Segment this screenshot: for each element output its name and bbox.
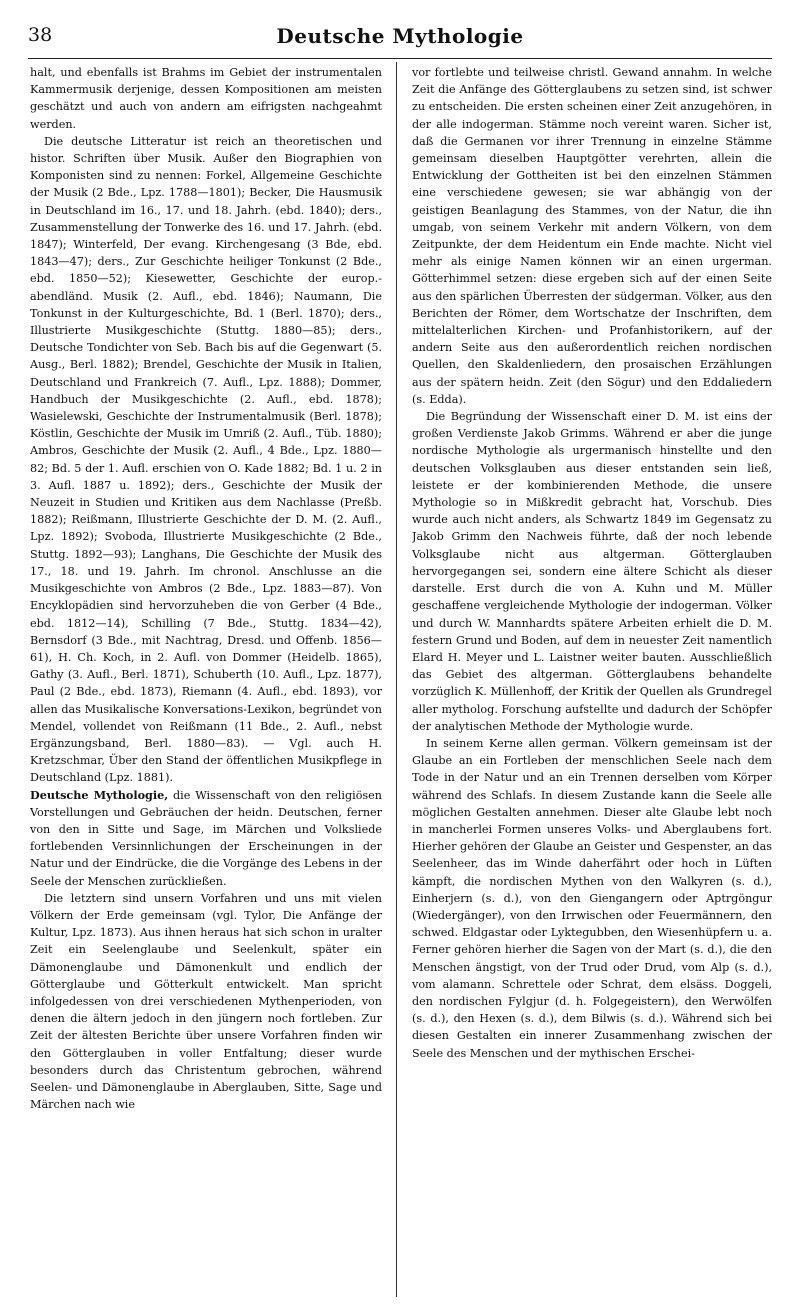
left-column [30,64,382,1294]
entry-paragraph [30,787,382,890]
column-divider [396,62,397,1297]
right-column [412,64,772,1294]
running-title: Deutsche Mythologie [276,24,524,48]
entry-text: die Wissenschaft von den religiösen Vorstellungen und Gebräuchen der heidn. Deutschen, ferner von den in Sitte und Sage, im Märchen und Volksliede fortlebenden Versinnlichungen der Erscheinungen in der Natur und der Eindrücke, die die Vorgänge des Lebens in der Seele der Menschen zurückließen. [30,788,382,888]
entry-headword: Deutsche Mythologie, [30,787,169,802]
page-header [28,24,772,52]
page-number: 38 [28,24,53,46]
paragraph: Die letztern sind unsern Vorfahren und uns mit vielen Völkern der Erde gemeinsam (vgl. Tylor, Die Anfänge der Kultur, Lpz. 1873). Aus ihnen heraus hat sich schon in uralter Zeit ein Seelenglaube und Seelenkult, später ein Dämonenglaube und Dämonenkult und endlich der Götterglaube und Götterkult entwickelt. Man spricht infolgedessen von drei verschiedenen Mythenperioden, von denen die ältern jedoch in den jüngern noch fortleben. Zur Zeit der ältesten Berichte über unsere Vorfahren finden wir den Götterglauben in voller Entfaltung; dieser wurde besonders durch das Christentum gebrochen, während Seelen- und Dämonenglaube in Aberglauben, Sitte, Sage und Märchen nach wie [30,891,382,1112]
paragraph: Die deutsche Litteratur ist reich an theoretischen und histor. Schriften über Musik. Außer den Biographien von Komponisten sind zu nennen: Forkel, Allgemeine Geschichte der Musik (2 Bde., Lpz. 1788—1801); Becker, Die Hausmusik in Deutschland im 16., 17. und 18. Jahrh. (ebd. 1840); ders., Zusammenstellung der Tonwerke des 16. und 17. Jahrh. (ebd. 1847); Winterfeld, Der evang. Kirchengesang (3 Bde, ebd. 1843—47); ders., Zur Geschichte heiliger Tonkunst (2 Bde., ebd. 1850—52); Kiesewetter, Geschichte der europ.-abendländ. Musik (2. Aufl., ebd. 1846); Naumann, Die Tonkunst in der Kulturgeschichte, Bd. 1 (Berl. 1870); ders., Illustrierte Musikgeschichte (Stuttg. 1880—85); ders., Deutsche Tondichter von Seb. Bach bis auf die Gegenwart (5. Ausg., Berl. 1882); Brendel, Geschichte der Musik in Italien, Deutschland und Frankreich (7. Aufl., Lpz. 1888); Dommer, Handbuch der Musikgeschichte (2. Aufl., ebd. 1878); Wasielewski, Geschichte der Instrumentalmusik (Berl. 1878); Köstlin, Geschichte der Musik im Umriß (2. Aufl., Tüb. 1880); Ambros, Geschichte der Musik (2. Aufl., 4 Bde., Lpz. 1880—82; Bd. 5 der 1. Aufl. erschien von O. Kade 1882; Bd. 1 u. 2 in 3. Aufl. 1887 u. 1892); ders., Geschichte der Musik der Neuzeit in Studien und Kritiken aus dem Nachlasse (Preßb. 1882); Reißmann, Illustrierte Geschichte der D. M. (2. Aufl., Lpz. 1892); Svoboda, Illustrierte Musikgeschichte (2 Bde., Stuttg. 1892—93); Langhans, Die Geschichte der Musik des 17., 18. und 19. Jahrh. Im chronol. Anschlusse an die Musikgeschichte von Ambros (2 Bde., Lpz. 1883—87). Von Encyklopädien sind hervorzuheben die von Gerber (4 Bde., ebd. 1812—14), Schilling (7 Bde., Stuttg. 1834—42), Bernsdorf (3 Bde., mit Nachtrag, Dresd. und Offenb. 1856—61), H. Ch. Koch, in 2. Aufl. von Dommer (Heidelb. 1865), Gathy (3. Aufl., Berl. 1871), Schuberth (10. Aufl., Lpz. 1877), Paul (2 Bde., ebd. 1873), Riemann (4. Aufl., ebd. 1893), vor allen das Musikalische Konversations-Lexikon, begründet von Mendel, vollendet von Reißmann (11 Bde., 2. Aufl., nebst Ergänzungsband, Berl. 1880—83). — Vgl. auch H. Kretzschmar, Über den Stand der öffentlichen Musikpflege in Deutschland (Lpz. 1881). [30,134,382,785]
paragraph: halt, und ebenfalls ist Brahms im Gebiet der instrumentalen Kammermusik derjenige, dessen Kompositionen am meisten geschätzt und auch von andern am eifrigsten nachgeahmt werden. [30,66,382,131]
paragraph: vor fortlebte und teilweise christl. Gewand annahm. In welche Zeit die Anfänge des Götterglaubens zu setzen sind, ist schwer zu entscheiden. Die ersten scheinen einer Zeit anzugehören, in der alle indogerman. Stämme noch vereint waren. Sicher ist, daß die Germanen vor ihrer Trennung in einzelne Stämme gemeinsam dieselben Hauptgötter verehrten, allein die Entwicklung der Gottheiten ist bei den einzelnen Stämmen eine verschiedene gewesen; sie war abhängig von der geistigen Beanlagung des Stammes, von der Natur, die ihn umgab, von seinem Verkehr mit andern Völkern, von dem Zeitpunkte, der dem Heidentum ein Ende machte. Nicht viel mehr als einige Namen können wir an einen urgerman. Götterhimmel setzen: diese ergeben sich auf der einen Seite aus den spärlichen Überresten der südgerman. Völker, aus den Berichten der Römer, dem Wortschatze der Inschriften, dem mittelalterlichen Kirchen- und Profanhistorikern, auf der andern Seite aus den außerordentlich reichen nordischen Quellen, den Skaldenliedern, den prosaischen Erzählungen aus der spätern heidn. Zeit (den Sögur) und den Eddaliedern (s. Edda). [412,66,772,406]
paragraph: Die Begründung der Wissenschaft einer D. M. ist eins der großen Verdienste Jakob Grimms. Während er aber die junge nordische Mythologie als urgermanisch hinstellte und den deutschen Volksglauben aus dieser entstanden sein ließ, leistete er der kombinierenden Methode, die unsere Mythologie so in Mißkredit gebracht hat, Vorschub. Dies wurde auch nicht anders, als Schwartz 1849 im Gegensatz zu Jakob Grimm den Nachweis führte, daß der noch lebende Volksglaube nicht aus altgerman. Götterglauben hervorgegangen sei, sondern eine ältere Schicht als dieser darstelle. Erst durch die von A. Kuhn und M. Müller geschaffene vergleichende Mythologie der indogerman. Völker und durch W. Mannhardts spätere Arbeiten erhielt die D. M. festern Grund und Boden, auf dem in neuester Zeit namentlich Elard H. Meyer und L. Laistner weiter bauten. Ausschließlich das Gebiet des altgerman. Götterglaubens behandelte vorzüglich K. Müllenhoff, der Kritik der Quellen als Grundregel aller mytholog. Forschung aufstellte und dadurch der Schöpfer der analytischen Methode der Mythologie wurde. [412,410,772,733]
header-rule [28,58,772,59]
paragraph: In seinem Kerne allen german. Völkern gemeinsam ist der Glaube an ein Fortleben der menschlichen Seele nach dem Tode in der Natur und an ein Trennen derselben vom Körper während des Schlafs. In diesem Zustande kann die Seele alle möglichen Gestalten annehmen. Dieser alte Glaube lebt noch in mancherlei Formen unseres Volks- und Aberglaubens fort. Hierher gehören der Glaube an Geister und Gespenster, an das Seelenheer, das im Winde daherfährt oder hoch in Lüften kämpft, die nordischen Mythen von den Walkyren (s. d.), Einherjern (s. d.), von den Giengangern oder Aptrgöngur (Wiedergänger), von den Irrwischen oder Feuermännern, den schwed. Eldgastar oder Lyktegubben, den Wiesenhüpfern u. a. Ferner gehören hierher die Sagen von der Mart (s. d.), die den Menschen ängstigt, von der Trud oder Drud, vom Alp (s. d.), vom alamann. Schrettele oder Schrat, dem elsäss. Doggeli, den nordischen Fylgjur (d. h. Folgegeistern), den Werwölfen (s. d.), den Hexen (s. d.), dem Bilwis (s. d.). Während sich bei diesen Gestalten ein innerer Zusammenhang zwischen der Seele des Menschen und der mythischen Erschei- [412,736,772,1060]
